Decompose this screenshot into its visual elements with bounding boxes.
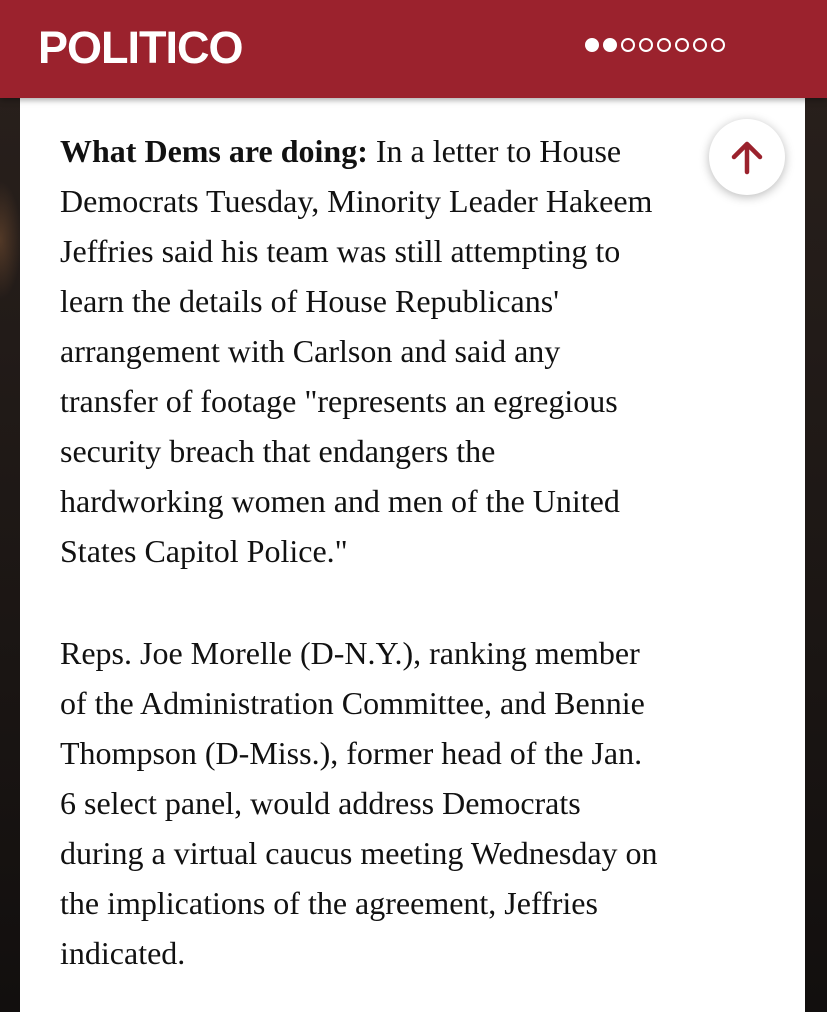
paragraph-line: Reps. Joe Morelle (D-N.Y.), ranking member [60,635,640,671]
paragraph-line: during a virtual caucus meeting Wednesday on [60,835,658,871]
paragraph-line: Jeffries said his team was still attempting to [60,233,621,269]
paragraph-line: Democrats Tuesday, Minority Leader Hakeem [60,183,653,219]
paragraph-line: the implications of the agreement, Jeffries [60,885,598,921]
paragraph-line: States Capitol Police." [60,533,348,569]
paragraph-line: learn the details of House Republicans' [60,283,559,319]
slide-pagination [585,38,725,52]
paragraph-lead: What Dems are doing: [60,133,368,169]
paragraph-line: indicated. [60,935,186,971]
paragraph-line: security breach that endangers the [60,433,496,469]
scroll-to-top-button[interactable] [709,119,785,195]
pagination-dot[interactable] [621,38,635,52]
background-image [0,180,22,300]
pagination-dot[interactable] [603,38,617,52]
pagination-dot[interactable] [711,38,725,52]
article-card [20,98,805,1012]
paragraph-line: transfer of footage "represents an egregious [60,383,618,419]
paragraph-line: arrangement with Carlson and said any [60,333,561,369]
politico-logo[interactable]: POLITICO [38,22,243,73]
pagination-dot[interactable] [585,38,599,52]
pagination-dot[interactable] [675,38,689,52]
paragraph-line: Thompson (D-Miss.), former head of the Jan. [60,735,643,771]
article-paragraph [60,628,780,978]
header-bar [0,0,827,98]
pagination-dot[interactable] [693,38,707,52]
pagination-dot[interactable] [657,38,671,52]
paragraph-line: of the Administration Committee, and Bennie [60,685,645,721]
pagination-dot[interactable] [639,38,653,52]
paragraph-line [60,126,780,176]
article-paragraph [60,126,780,576]
paragraph-line: 6 select panel, would address Democrats [60,785,581,821]
paragraph-line-text: In a letter to House [367,133,622,169]
paragraph-line: hardworking women and men of the United [60,483,620,519]
arrow-up-icon [727,137,767,177]
